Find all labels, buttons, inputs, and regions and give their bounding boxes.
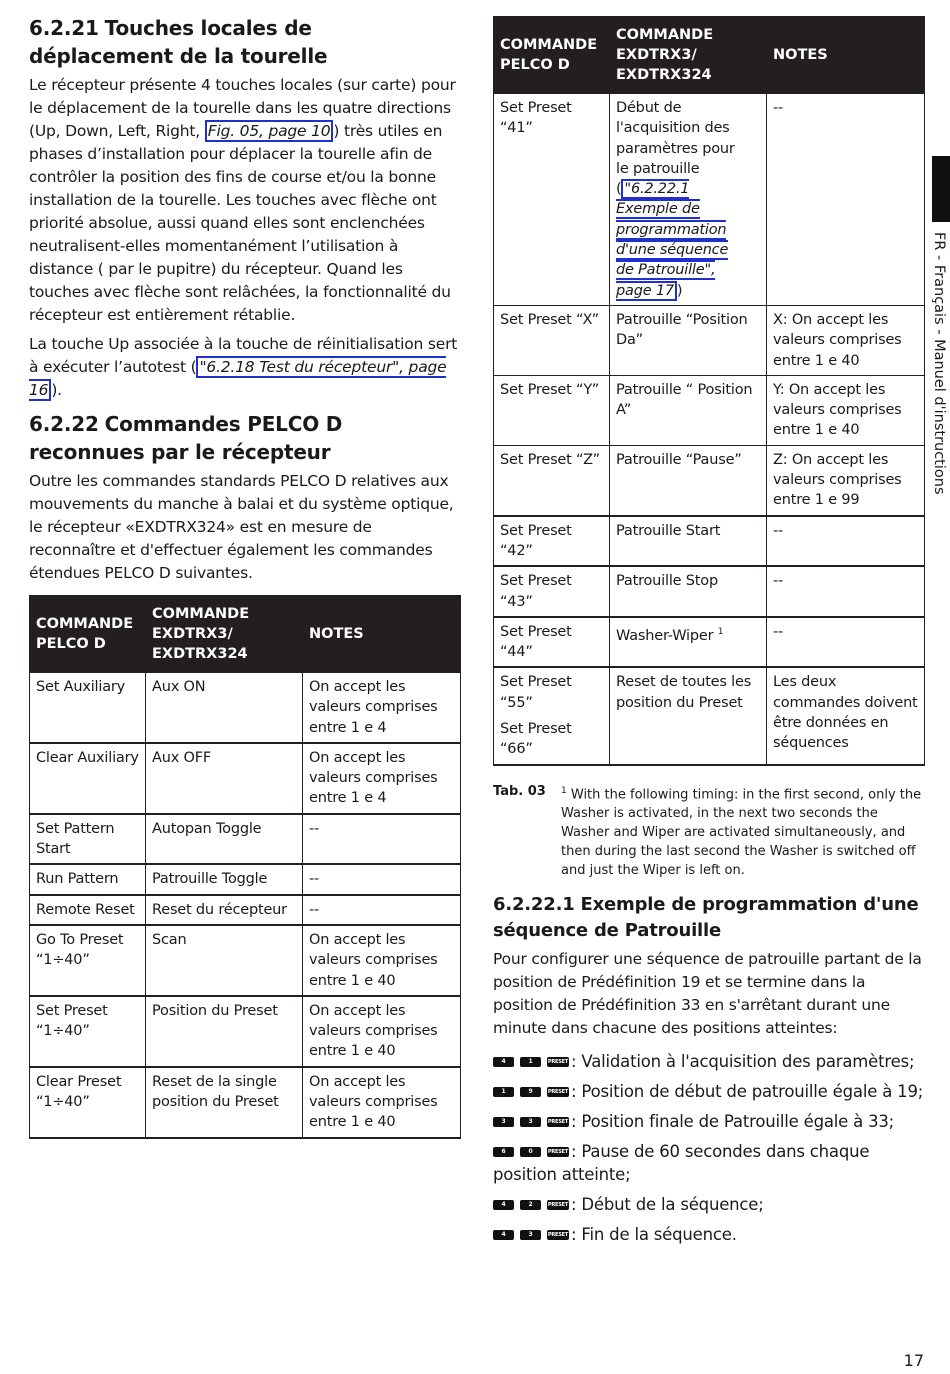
key-icon: 0 <box>520 1147 541 1157</box>
table-cell: X: On accept les valeurs comprises entre 1 e 40 <box>767 305 925 375</box>
table-cell: Scan <box>146 925 303 996</box>
figure-link[interactable]: Fig. 05, page 10 <box>205 120 334 142</box>
preset-key-icon: PRESET <box>547 1232 569 1239</box>
table-cell: Reset du récepteur <box>146 895 303 925</box>
table-row <box>30 925 461 996</box>
table-cell: Patrouille “ Position A” <box>610 375 767 445</box>
list-item: 6 0 PRESET : Pause de 60 secondes dans chaque position atteinte; <box>493 1141 870 1184</box>
table-cell: -- <box>767 617 925 668</box>
table-cell: -- <box>767 566 925 617</box>
key-icon: 2 <box>520 1200 541 1210</box>
table-cell: -- <box>303 864 461 894</box>
table-row <box>494 375 925 445</box>
table-cell: Set Preset “1÷40” <box>30 996 146 1067</box>
table-row <box>494 516 925 567</box>
table-cell: Set Pattern Start <box>30 814 146 865</box>
list-item: 4 1 PRESET : Validation à l'acquisition des paramètres; <box>493 1050 925 1073</box>
table-cell: -- <box>303 814 461 865</box>
key-icon: 9 <box>520 1087 541 1097</box>
list-item: 3 3 PRESET : Position finale de Patrouille égale à 33; <box>493 1110 925 1133</box>
table-cell: Clear Auxiliary <box>30 743 146 814</box>
column-header: NOTES <box>767 17 925 94</box>
step-list <box>493 1050 925 1246</box>
list-item: 4 3 PRESET : Fin de la séquence. <box>493 1223 925 1246</box>
caption-label: Tab. 03 <box>493 783 546 799</box>
key-icon: 3 <box>520 1230 541 1240</box>
table-cell: Set Auxiliary <box>30 673 146 743</box>
paragraph: Pour configurer une séquence de patrouille partant de la position de Prédéfinition 19 et se termine dans la position de Prédéfinition 33 en s'arrêtant durant une minute dans chacune des positions atteintes: <box>493 949 922 1037</box>
table-row <box>30 996 461 1067</box>
key-icon: 3 <box>520 1117 541 1127</box>
right-column <box>493 16 925 1253</box>
table-cell: Set Preset “44” <box>494 617 610 668</box>
table-cell: Set Preset “Y” <box>494 375 610 445</box>
table-cell: Set Preset “Z” <box>494 445 610 515</box>
table-row <box>494 667 925 764</box>
table-cell: On accept les valeurs comprises entre 1 e 40 <box>303 1067 461 1138</box>
table-cell: Début de l'acquisition des paramètres pour le patrouille ( "6.2.22.1 Exemple de programmation d'une séquence de Patrouille", page 17 ) <box>610 94 767 306</box>
column-header: COMMANDE PELCO D <box>30 596 146 673</box>
table-row <box>494 566 925 617</box>
section-link[interactable]: "6.2.22.1 Exemple de programmation d'une séquence de Patrouille", page 17 <box>616 181 729 299</box>
key-icon: 3 <box>493 1117 514 1127</box>
paragraph: La touche Up associée à la touche de réinitialisation sert à exécuter l’autotest ( "6.2.18 Test du récepteur", page 16 ). <box>29 335 458 399</box>
column-header: NOTES <box>303 596 461 673</box>
table-cell: On accept les valeurs comprises entre 1 e 4 <box>303 673 461 743</box>
subsection-heading: 6.2.22.1 Exemple de programmation d'une séquence de Patrouille <box>493 893 919 941</box>
table-row <box>494 445 925 515</box>
table-cell: Patrouille Start <box>610 516 767 567</box>
preset-key-icon: PRESET <box>547 1149 569 1156</box>
table-caption <box>493 782 925 880</box>
preset-key-icon: PRESET <box>547 1119 569 1126</box>
caption-text: $^1$ With the following timing: in the first second, only the Washer is activated, in the next two seconds the Washer and Wiper are activated simultaneously, and then during the last second the Washer is switched off and just the Wiper is left on. <box>561 785 922 878</box>
table-cell: Set Preset “X” <box>494 305 610 375</box>
key-icon: 1 <box>520 1057 541 1067</box>
commands-table <box>29 595 461 1139</box>
table-cell: On accept les valeurs comprises entre 1 e 4 <box>303 743 461 814</box>
key-icon: 4 <box>493 1230 514 1240</box>
list-item: 1 9 PRESET : Position de début de patrouille égale à 19; <box>493 1080 925 1103</box>
table-cell: Set Preset “43” <box>494 566 610 617</box>
column-header: COMMANDE EXDTRX3/ EXDTRX324 <box>610 17 767 94</box>
table-cell: Reset de la single position du Preset <box>146 1067 303 1138</box>
language-tab-marker <box>932 156 950 222</box>
table-cell: On accept les valeurs comprises entre 1 e 40 <box>303 925 461 996</box>
table-cell: Go To Preset “1÷40” <box>30 925 146 996</box>
table-cell: Patrouille “Pause” <box>610 445 767 515</box>
preset-key-icon: PRESET <box>547 1059 569 1066</box>
table-cell: Z: On accept les valeurs comprises entre 1 e 99 <box>767 445 925 515</box>
table-row <box>30 1067 461 1138</box>
table-row <box>494 617 925 668</box>
table-row <box>494 305 925 375</box>
table-cell: Remote Reset <box>30 895 146 925</box>
table-cell: Y: On accept les valeurs comprises entre 1 e 40 <box>767 375 925 445</box>
table-row <box>494 94 925 306</box>
table-row <box>30 743 461 814</box>
table-row <box>30 864 461 894</box>
list-item: 4 2 PRESET : Début de la séquence; <box>493 1193 925 1216</box>
table-cell: Aux ON <box>146 673 303 743</box>
table-cell: On accept les valeurs comprises entre 1 e 40 <box>303 996 461 1067</box>
left-column <box>29 14 461 1139</box>
preset-key-icon: PRESET <box>547 1202 569 1209</box>
table-cell: Patrouille Toggle <box>146 864 303 894</box>
paragraph: Le récepteur présente 4 touches locales (sur carte) pour le déplacement de la tourelle dans les quatre directions (Up, Down, Left, Right, Fig. 05, page 10 ) très utiles en phases d’installation pour déplacer la tourelle afin de contrôler la position des fins de course et/ou la bonne installation de la tourelle. Les touches avec flèche ont priorité absolue, aussi quand elles sont enclenchées neutralisent-elles momentanément l’utilisation à distance ( par le pupitre) du récepteur. Quand les touches avec flèche sont relâchées, la fonctionnalité du récepteur est entièrement rétablie. <box>29 76 456 324</box>
section-link[interactable]: "6.2.18 Test du récepteur", page 16 <box>29 358 447 399</box>
table-cell: Patrouille “Position Da” <box>610 305 767 375</box>
paragraph: Outre les commandes standards PELCO D relatives aux mouvements du manche à balai et du système optique, le récepteur «EXDTRX324» est en mesure de reconnaître et d'effectuer également les commandes étendues PELCO D suivantes. <box>29 472 454 582</box>
table-cell: -- <box>767 516 925 567</box>
table-cell: Aux OFF <box>146 743 303 814</box>
table-cell: Clear Preset “1÷40” <box>30 1067 146 1138</box>
table-cell: Reset de toutes les position du Preset <box>610 667 767 764</box>
column-header: COMMANDE PELCO D <box>494 17 610 94</box>
language-tab-label: FR - Français - Manuel d'instructions <box>931 232 947 495</box>
footnote-marker: 1 <box>717 626 724 637</box>
table-cell: Set Preset “41” <box>494 94 610 306</box>
table-cell: Position du Preset <box>146 996 303 1067</box>
column-header: COMMANDE EXDTRX3/ EXDTRX324 <box>146 596 303 673</box>
table-cell: Run Pattern <box>30 864 146 894</box>
table-row <box>30 814 461 865</box>
key-icon: 1 <box>493 1087 514 1097</box>
key-icon: 6 <box>493 1147 514 1157</box>
preset-key-icon: PRESET <box>547 1089 569 1096</box>
table-cell: Set Preset “42” <box>494 516 610 567</box>
table-cell: Set Preset “55” Set Preset “66” <box>494 667 610 764</box>
section-heading: 6.2.22 Commandes PELCO D reconnues par le récepteur <box>29 412 343 464</box>
key-icon: 4 <box>493 1200 514 1210</box>
table-cell: -- <box>303 895 461 925</box>
section-heading: 6.2.21 Touches locales de déplacement de la tourelle <box>29 16 328 68</box>
table-cell: Autopan Toggle <box>146 814 303 865</box>
page-number: 17 <box>903 1351 924 1370</box>
table-cell: Les deux commandes doivent être données en séquences <box>767 667 925 764</box>
table-cell: -- <box>767 94 925 306</box>
table-cell: Washer-Wiper $^1$ <box>610 617 767 668</box>
table-cell: Patrouille Stop <box>610 566 767 617</box>
table-row <box>30 895 461 925</box>
key-icon: 4 <box>493 1057 514 1067</box>
commands-table-continued <box>493 16 925 766</box>
table-row <box>30 673 461 743</box>
